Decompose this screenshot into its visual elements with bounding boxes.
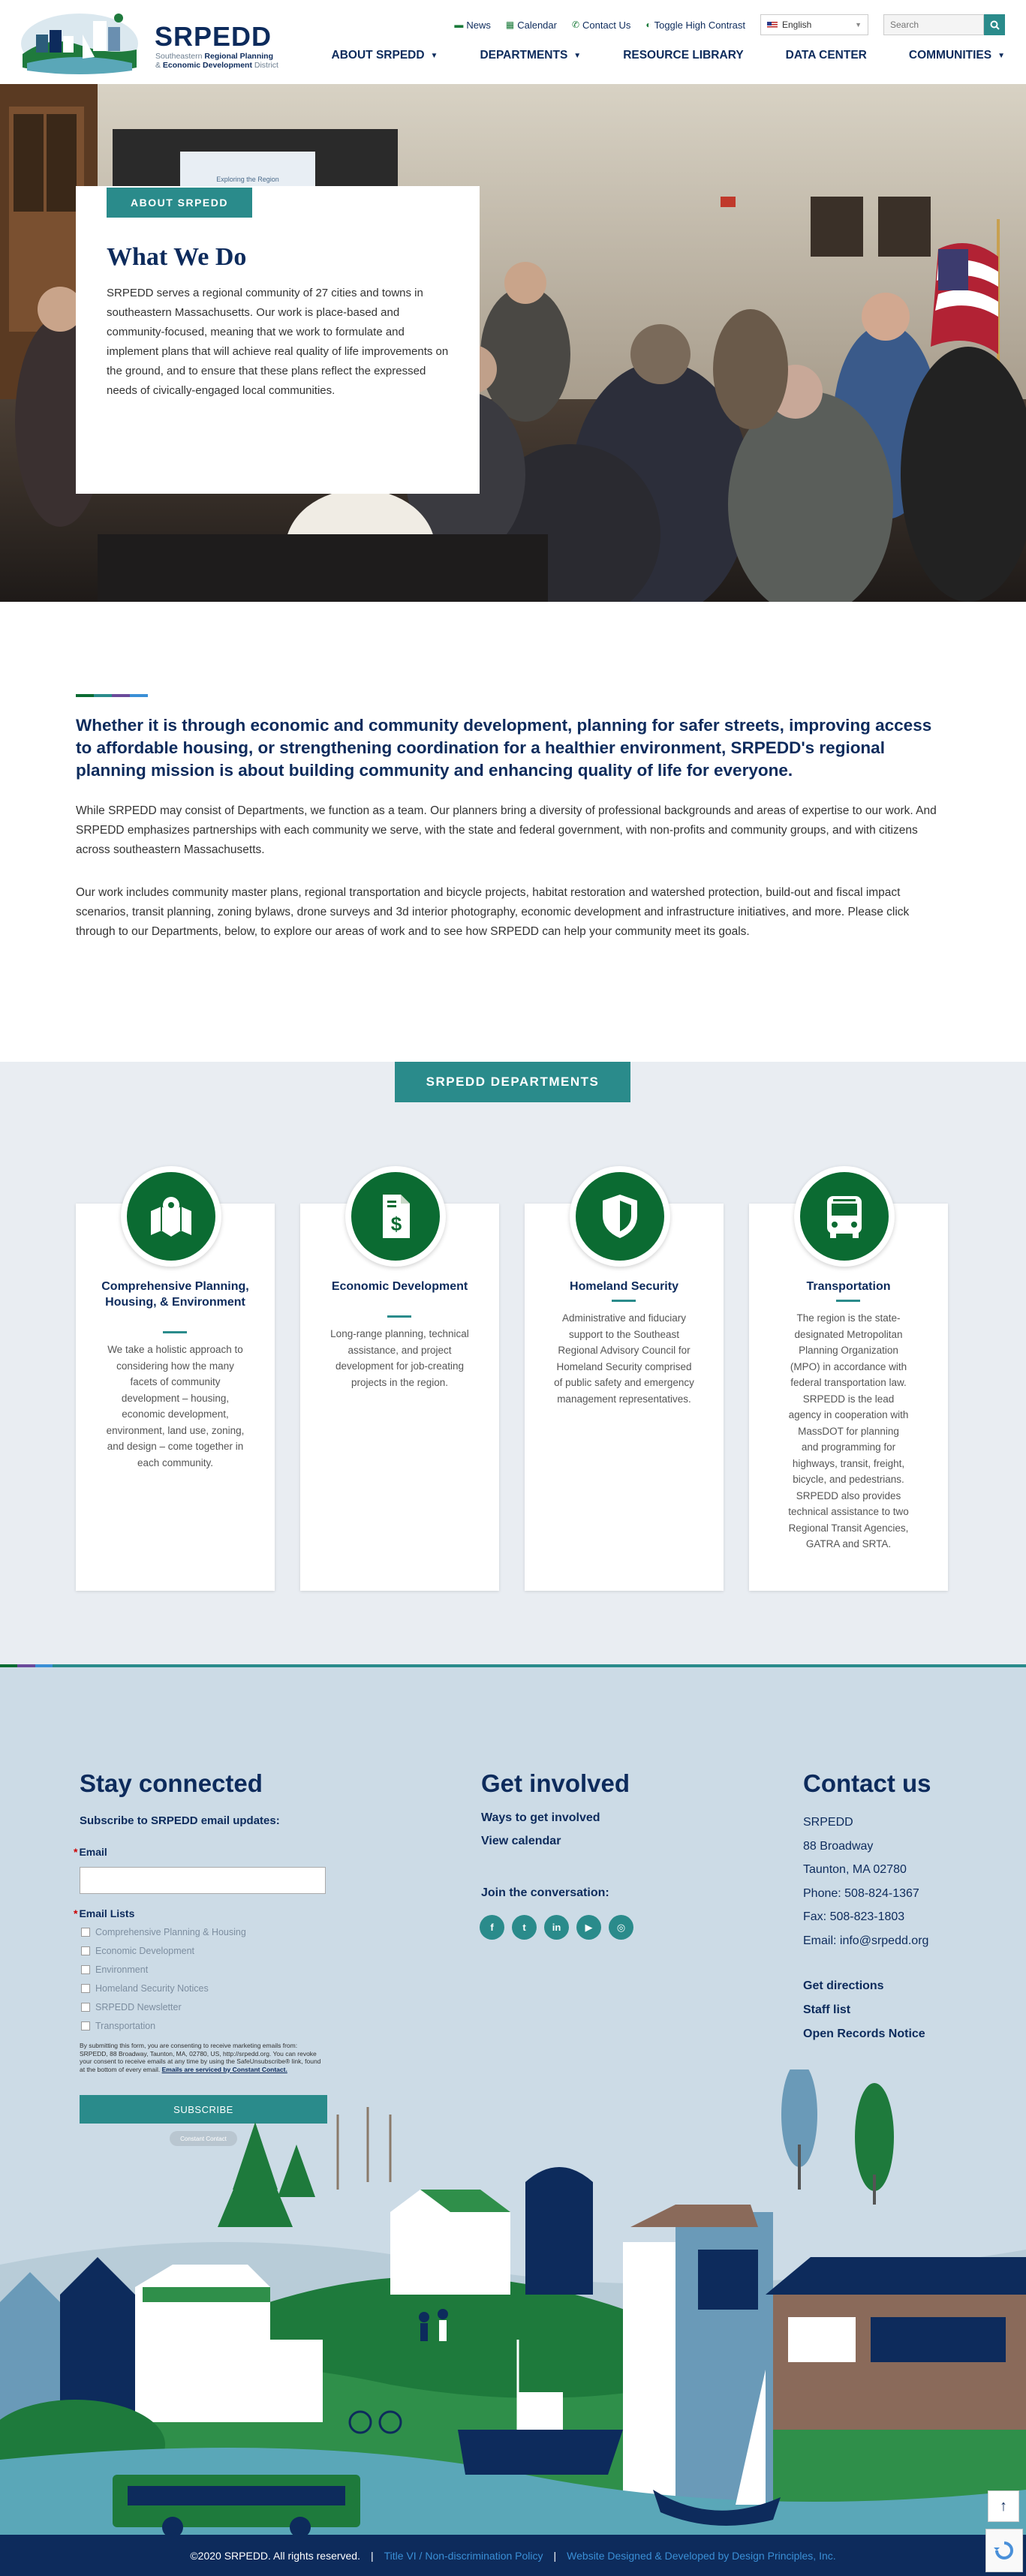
- intro-paragraph: Our work includes community master plans, regional transportation and bicycle projects, habitat restoration and watershed protection, build-out and fiscal impact scenarios, transit planning, zoning bylaws, drone surveys and 3d interior photography, economic development and infrastructure initiatives, and more. Please click through to our Departments, below, to explore our areas of work and to see how SRPEDD can help your community meet its goals.: [76, 886, 910, 938]
- department-card[interactable]: [300, 1204, 499, 1591]
- list-checkbox[interactable]: Comprehensive Planning & Housing: [81, 1927, 246, 1937]
- hero-text: SRPEDD serves a regional community of 27 cities and towns in southeastern Massachusetts. Our work is place-based and community-focused, meaning that we work to formulate and implement plans that will achieve real quality of life improvements on the ground, and to ensure that these plans reflect the expressed needs of civically-engaged local communities.: [107, 287, 449, 397]
- department-description: Long-range planning, technical assistance, and project development for job-creating projects in the region.: [330, 1328, 469, 1388]
- search-button[interactable]: [984, 14, 1005, 35]
- shield-icon: [594, 1190, 646, 1243]
- site-header: [0, 0, 1026, 84]
- department-card[interactable]: [525, 1204, 724, 1591]
- phone-number[interactable]: Phone: 508-824-1367: [803, 1886, 919, 1900]
- logo-subtitle: Southeastern Regional Planning & Economic Development District: [155, 52, 278, 70]
- designer-credit-link[interactable]: Website Designed & Developed by Design Principles, Inc.: [567, 2549, 836, 2562]
- list-checkbox[interactable]: Homeland Security Notices: [81, 1983, 209, 1994]
- recaptcha-badge[interactable]: [985, 2529, 1023, 2572]
- utility-nav: [454, 14, 1005, 36]
- open-records-link[interactable]: Open Records Notice: [803, 2027, 925, 2040]
- separator: |: [553, 2549, 557, 2562]
- chevron-down-icon: ▼: [997, 51, 1005, 60]
- facebook-icon[interactable]: f: [480, 1915, 504, 1940]
- department-title: Economic Development: [331, 1280, 468, 1293]
- email-link[interactable]: Email: info@srpedd.org: [803, 1934, 929, 1947]
- intro-headline: Whether it is through economic and community development, planning for safer streets, improving access to affordable housing, or strengthening coordination for a healthier environment, SRPEDD's regional planning mission is about building community and enhancing quality of life for everyone.: [76, 716, 932, 780]
- calendar-link[interactable]: ▦ Calendar: [505, 19, 557, 31]
- site-footer: [0, 1664, 1026, 2535]
- checkbox[interactable]: [81, 1965, 90, 1974]
- search-input[interactable]: [883, 14, 984, 35]
- main-nav: [332, 45, 1005, 66]
- get-involved-heading: Get involved: [481, 1769, 630, 1797]
- copyright: ©2020 SRPEDD. All rights reserved.: [190, 2549, 360, 2562]
- view-calendar-link[interactable]: View calendar: [481, 1835, 561, 1847]
- logo-title: SRPEDD: [155, 21, 272, 52]
- bottom-bar: [0, 2535, 1026, 2576]
- high-contrast-toggle[interactable]: ◐ Toggle High Contrast: [645, 19, 745, 31]
- logo-emblem-icon: [20, 5, 143, 77]
- department-icon-badge: [794, 1166, 895, 1267]
- subscribe-heading: Subscribe to SRPEDD email updates:: [80, 1814, 280, 1827]
- departments-tag: SRPEDD DEPARTMENTS: [395, 1062, 630, 1102]
- search-icon: [990, 20, 1000, 30]
- department-title: Transportation: [806, 1280, 891, 1293]
- map-icon: [145, 1190, 197, 1243]
- contact-info: SRPEDD 88 Broadway Taunton, MA 02780 Phone: 508-824-1367 Fax: 508-823-1803 Email: info@srpedd.org: [803, 1811, 928, 1952]
- get-directions-link[interactable]: Get directions: [803, 1979, 884, 1992]
- document-dollar-icon: [369, 1190, 422, 1243]
- departments-section: [0, 1062, 1026, 1664]
- department-description: We take a holistic approach to considering how the many facets of community development – housing, economic development, environment, land use, zoning, and design – come together in each community.: [106, 1344, 245, 1468]
- accent-rule: [76, 694, 148, 697]
- checkbox[interactable]: [81, 1946, 90, 1955]
- nav-resource-library[interactable]: RESOURCE LIBRARY: [623, 49, 744, 62]
- checkbox[interactable]: [81, 1984, 90, 1993]
- linkedin-icon[interactable]: in: [544, 1915, 569, 1940]
- consent-text: By submitting this form, you are consenting to receive marketing emails from: SRPEDD, 88 Broadway, Taunton, MA, 02780, US, http://srpedd.org. You can revoke your consent to receive emails at any time by using the SafeUnsubscribe® link, found at the bottom of every email. Emails are serviced by Constant Contact.: [80, 2042, 321, 2073]
- footer-top-border: [0, 1664, 1026, 1667]
- back-to-top-button[interactable]: [988, 2490, 1019, 2522]
- recaptcha-icon: [994, 2540, 1015, 2561]
- title-underline: [836, 1300, 860, 1302]
- search-form: [883, 14, 1005, 35]
- email-field[interactable]: [80, 1867, 326, 1894]
- staff-list-link[interactable]: Staff list: [803, 2003, 851, 2016]
- youtube-icon[interactable]: ▶: [576, 1915, 601, 1940]
- chevron-down-icon: ▼: [573, 51, 582, 60]
- department-description: Administrative and fiduciary support to the Southeast Regional Advisory Council for Homeland Security comprised of public safety and emergency management representatives.: [554, 1312, 694, 1405]
- bus-icon: [818, 1190, 871, 1243]
- calendar-icon: ▦: [505, 20, 515, 30]
- list-checkbox[interactable]: Economic Development: [81, 1946, 194, 1956]
- department-title: Comprehensive Planning, Housing, & Environment: [101, 1280, 249, 1309]
- department-icon-badge: [570, 1166, 670, 1267]
- phone-icon: ✆: [571, 20, 580, 30]
- title-underline: [163, 1331, 187, 1333]
- title-vi-link[interactable]: Title VI / Non-discrimination Policy: [384, 2549, 543, 2562]
- department-description: The region is the state-designated Metropolitan Planning Organization (MPO) in accordance with federal transportation law. SRPEDD is the lead agency in cooperation with MassDOT for planning and programming for highways, transit, freight, bicycle, and pedestrians. SRPEDD also provides technical assistance to two Regional Transit Agencies, GATRA and SRTA.: [788, 1312, 909, 1550]
- checkbox[interactable]: [81, 2003, 90, 2012]
- about-tag: ABOUT SRPEDD: [107, 188, 252, 218]
- social-links: [480, 1915, 633, 1940]
- twitter-icon[interactable]: t: [512, 1915, 537, 1940]
- checkbox[interactable]: [81, 1928, 90, 1937]
- title-underline: [612, 1300, 636, 1302]
- constant-contact-badge[interactable]: Constant Contact: [170, 2131, 237, 2146]
- list-checkbox[interactable]: Environment: [81, 1964, 148, 1975]
- contact-link[interactable]: ✆ Contact Us: [571, 19, 631, 31]
- separator: |: [370, 2549, 374, 2562]
- intro-paragraph: While SRPEDD may consist of Departments, we function as a team. Our planners bring a diversity of professional backgrounds and areas of expertise to our work. And SRPEDD emphasizes partnerships with each community we serve, with the state and federal government, with non-profits and community groups, and with citizens across southeastern Massachusetts.: [76, 804, 937, 856]
- contact-us-heading: Contact us: [803, 1769, 931, 1797]
- nav-communities[interactable]: COMMUNITIES ▼: [908, 49, 1005, 62]
- list-checkbox[interactable]: Transportation: [81, 2021, 155, 2031]
- join-conversation-label: Join the conversation:: [481, 1886, 609, 1899]
- department-title: Homeland Security: [570, 1280, 678, 1293]
- stay-connected-heading: Stay connected: [80, 1769, 263, 1797]
- list-checkbox[interactable]: SRPEDD Newsletter: [81, 2002, 182, 2012]
- department-card[interactable]: [749, 1204, 948, 1591]
- arrow-up-icon: ↑: [1000, 2497, 1007, 2514]
- subscribe-button[interactable]: SUBSCRIBE: [80, 2095, 327, 2124]
- checkbox[interactable]: [81, 2021, 90, 2030]
- title-underline: [387, 1315, 411, 1318]
- instagram-icon[interactable]: ◎: [609, 1915, 633, 1940]
- chevron-down-icon: ▼: [430, 51, 438, 60]
- chevron-down-icon: ▼: [855, 21, 862, 29]
- footer-accent-stripe: [0, 1664, 53, 1667]
- contrast-icon: ◐: [645, 20, 651, 30]
- news-link[interactable]: ▬ News: [454, 19, 491, 31]
- nav-departments[interactable]: DEPARTMENTS ▼: [480, 49, 582, 62]
- footer-illustration: [0, 2070, 1026, 2535]
- department-card[interactable]: [76, 1204, 275, 1591]
- department-icon-badge: [121, 1166, 221, 1267]
- email-lists-label: * Email Lists: [74, 1907, 135, 1919]
- language-select[interactable]: English ▼: [760, 14, 868, 35]
- srpedd-logo[interactable]: [20, 5, 278, 77]
- newspaper-icon: ▬: [454, 20, 464, 30]
- email-label: * Email: [74, 1846, 107, 1858]
- projector-screen-text: Exploring the Region: [216, 176, 279, 183]
- ways-to-get-involved-link[interactable]: Ways to get involved: [481, 1811, 600, 1824]
- nav-about[interactable]: ABOUT SRPEDD ▼: [331, 49, 438, 62]
- us-flag-icon: [767, 22, 778, 29]
- hero-title: What We Do: [107, 243, 247, 271]
- svg-text:$: $: [390, 1213, 402, 1235]
- constant-contact-link[interactable]: Emails are serviced by Constant Contact.: [161, 2065, 287, 2073]
- nav-data-center[interactable]: DATA CENTER: [785, 49, 867, 62]
- department-icon-badge: [345, 1166, 446, 1267]
